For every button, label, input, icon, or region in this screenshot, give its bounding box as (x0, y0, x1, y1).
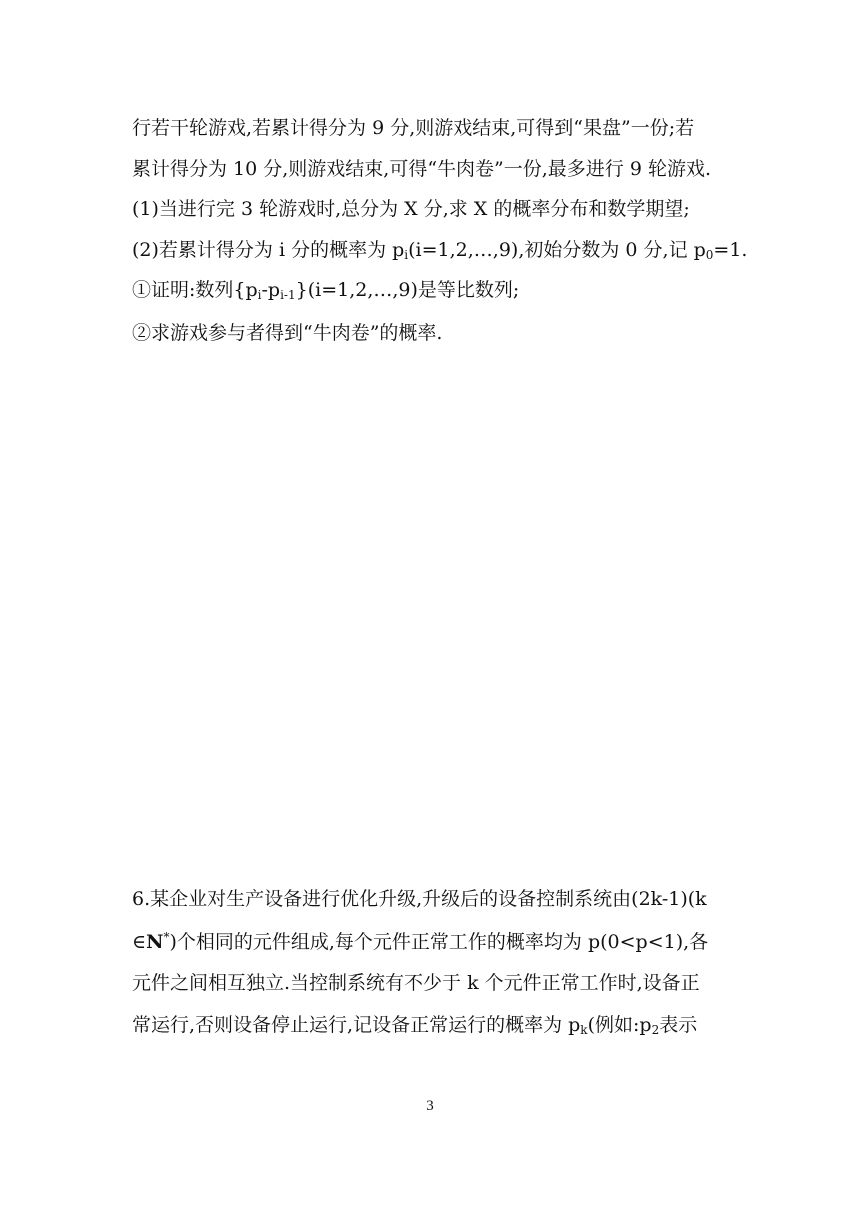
problem6-text-line-2 (132, 930, 708, 954)
text-segment: (例如:p (587, 1014, 652, 1036)
problem5-part-2-sub-1 (132, 278, 519, 302)
problem5-part-2-sub-2: ②求游戏参与者得到“牛肉卷”的概率. (132, 322, 443, 344)
problem5-part-1: (1)当进行完 3 轮游戏时,总分为 X 分,求 X 的概率分布和数学期望; (132, 198, 690, 220)
text-segment: }(i=1,2,…,9)是等比数列; (295, 279, 520, 301)
text-segment: ∈ (132, 931, 147, 953)
subscript: 0 (705, 248, 714, 262)
problem6-text-line-4 (132, 1013, 697, 1037)
bold-set-symbol: N (146, 931, 164, 953)
text-segment: )个相同的元件组成,每个元件正常工作的概率均为 p(0<p<1),各 (169, 931, 709, 953)
problem5-text-line-2: 累计得分为 10 分,则游戏结束,可得“牛肉卷”一份,最多进行 9 轮游戏. (132, 158, 712, 180)
problem5-text-line-1: 行若干轮游戏,若累计得分为 9 分,则游戏结束,可得到“果盘”一份;若 (132, 117, 695, 139)
problem6-text-line-3: 元件之间相互独立.当控制系统有不少于 k 个元件正常工作时,设备正 (132, 972, 700, 994)
text-segment: (2)若累计得分为 i 分的概率为 p (132, 239, 405, 261)
text-segment: =1. (713, 239, 748, 261)
text-segment: -p (261, 279, 281, 301)
subscript: i (257, 288, 262, 302)
problem5-part-2 (132, 238, 747, 262)
text-segment: (i=1,2,…,9),初始分数为 0 分,记 p (408, 239, 706, 261)
superscript: * (163, 930, 170, 944)
subscript: i (404, 248, 409, 262)
page-number: 3 (426, 1098, 434, 1114)
subscript: k (580, 1023, 588, 1037)
subscript: i-1 (280, 288, 296, 302)
text-segment: ①证明:数列{p (132, 279, 258, 301)
text-segment: 表示 (659, 1014, 698, 1036)
text-segment: 常运行,否则设备停止运行,记设备正常运行的概率为 p (132, 1014, 581, 1036)
subscript: 2 (651, 1023, 660, 1037)
problem6-text-line-1: 6.某企业对生产设备进行优化升级,升级后的设备控制系统由(2k-1)(k (132, 888, 707, 910)
